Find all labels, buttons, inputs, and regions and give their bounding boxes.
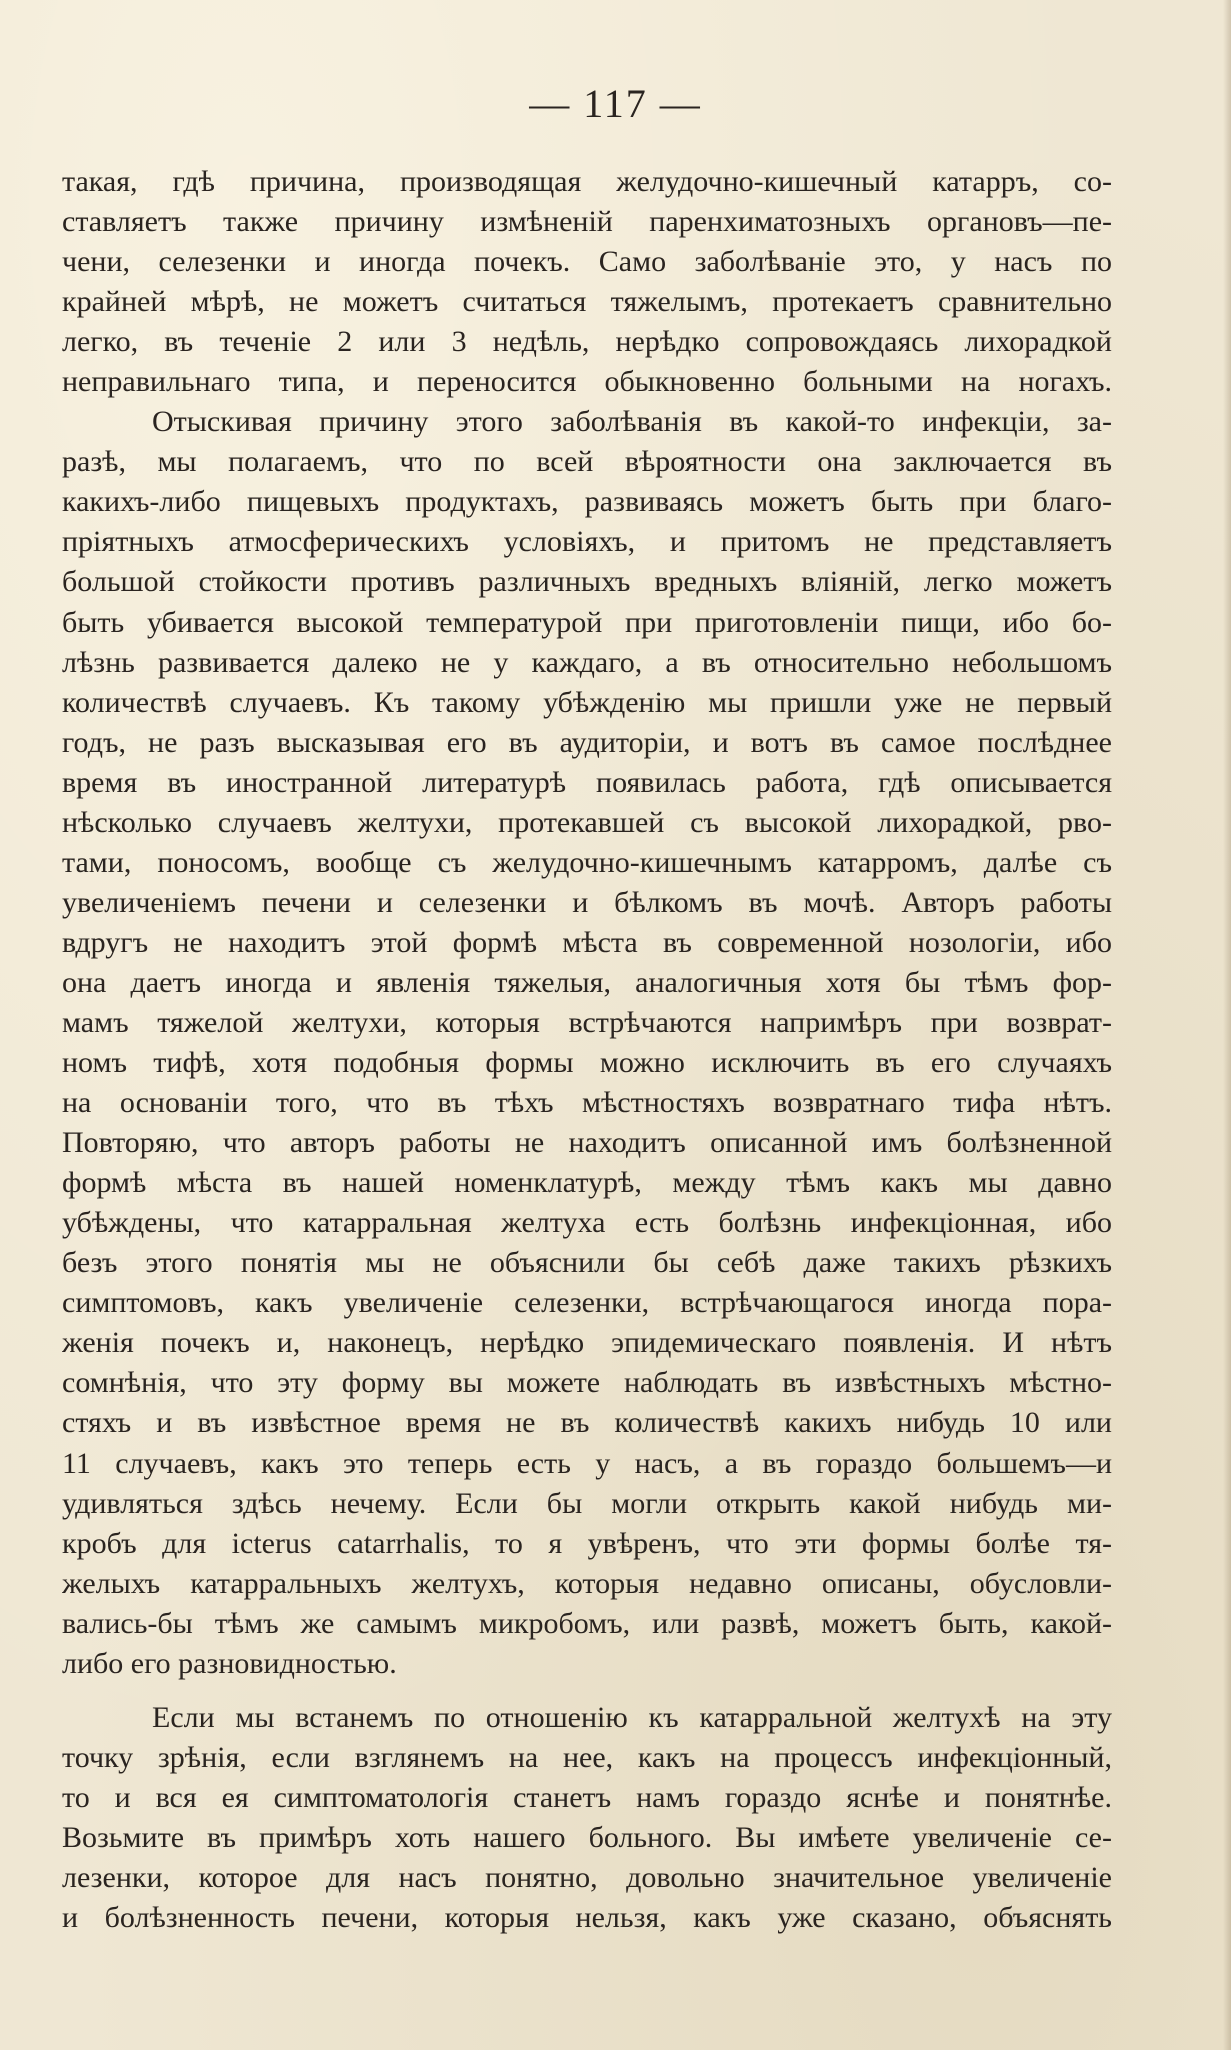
text-line: и болѣзненность печени, которыя нельзя, какъ уже сказано, объяснять xyxy=(62,1901,1112,1935)
text-line: убѣждены, что катарральная желтуха есть болѣзнь инфекціонная, ибо xyxy=(62,1206,1112,1240)
text-line: легко, въ теченіе 2 или 3 недѣль, нерѣдко сопровождаясь лихорадкой xyxy=(62,325,1112,359)
text-line: желыхъ катарральныхъ желтухъ, которыя недавно описаны, обусловли- xyxy=(62,1566,1112,1600)
text-line: Возьмите въ примѣръ хоть нашего больного. Вы имѣете увеличеніе се- xyxy=(62,1820,1112,1854)
text-line: количествѣ случаевъ. Къ такому убѣжденію мы пришли уже не первый xyxy=(62,685,1112,719)
text-line: то и вся ея симптоматологія станетъ намъ гораздо яснѣе и понятнѣе. xyxy=(62,1780,1112,1814)
text-line: пріятныхъ атмосферическихъ условіяхъ, и притомъ не представляетъ xyxy=(62,525,1112,559)
text-line: точку зрѣнія, если взглянемъ на нее, какъ на процессъ инфекціонный, xyxy=(62,1740,1112,1774)
text-line: безъ этого понятія мы не объяснили бы себѣ даже такихъ рѣзкихъ xyxy=(62,1246,1112,1280)
body-text xyxy=(62,162,1112,1938)
text-line: вались-бы тѣмъ же самымъ микробомъ, или развѣ, можетъ быть, какой- xyxy=(62,1606,1112,1640)
text-line: женія почекъ и, наконецъ, нерѣдко эпидемическаго появленія. И нѣтъ xyxy=(62,1326,1112,1360)
text-line: большой стойкости противъ различныхъ вредныхъ вліяній, легко можетъ xyxy=(62,565,1112,599)
text-line: чени, селезенки и иногда почекъ. Само заболѣваніе это, у насъ по xyxy=(62,245,1112,279)
text-line: формѣ мѣста въ нашей номенклатурѣ, между тѣмъ какъ мы давно xyxy=(62,1166,1112,1200)
text-line: лезенки, которое для насъ понятно, довольно значительное увеличеніе xyxy=(62,1860,1112,1894)
text-line: она даетъ иногда и явленія тяжелыя, аналогичныя хотя бы тѣмъ фор- xyxy=(62,965,1112,999)
text-line: вдругъ не находитъ этой формѣ мѣста въ современной нозологіи, ибо xyxy=(62,925,1112,959)
page-edge-shadow xyxy=(1223,0,1231,2050)
paragraph-1 xyxy=(62,162,1112,402)
text-line: быть убивается высокой температурой при приготовленіи пищи, ибо бо- xyxy=(62,605,1112,639)
text-line: Если мы встанемъ по отношенію къ катарральной желтухѣ на эту xyxy=(152,1700,1112,1734)
text-line: нѣсколько случаевъ желтухи, протекавшей съ высокой лихорадкой, рво- xyxy=(62,805,1112,839)
text-line: стяхъ и въ извѣстное время не въ количествѣ какихъ нибудь 10 или xyxy=(62,1406,1112,1440)
text-line: годъ, не разъ высказывая его въ аудиторіи, и вотъ въ самое послѣднее xyxy=(62,725,1112,759)
text-line: на основаніи того, что въ тѣхъ мѣстностяхъ возвратнаго тифа нѣтъ. xyxy=(62,1086,1112,1120)
text-line: разѣ, мы полагаемъ, что по всей вѣроятности она заключается въ xyxy=(62,445,1112,479)
text-line: время въ иностранной литературѣ появилась работа, гдѣ описывается xyxy=(62,765,1112,799)
page-number: — 117 — xyxy=(529,81,702,126)
text-line: симптомовъ, какъ увеличеніе селезенки, встрѣчающагося иногда пора- xyxy=(62,1286,1112,1320)
text-line: лѣзнь развивается далеко не у каждаго, а въ относительно небольшомъ xyxy=(62,645,1112,679)
text-line: 11 случаевъ, какъ это теперь есть у насъ, а въ гораздо большемъ—и xyxy=(62,1446,1112,1480)
text-line: либо его разновидностью. xyxy=(62,1646,397,1680)
paragraph-2 xyxy=(62,402,1112,1684)
text-line: такая, гдѣ причина, производящая желудочно-кишечный катарръ, со- xyxy=(62,165,1112,198)
text-line: номъ тифѣ, хотя подобныя формы можно исключить въ его случаяхъ xyxy=(62,1046,1112,1080)
text-line: какихъ-либо пищевыхъ продуктахъ, развиваясь можетъ быть при благо- xyxy=(62,485,1112,519)
text-line: сомнѣнія, что эту форму вы можете наблюдать въ извѣстныхъ мѣстно- xyxy=(62,1366,1112,1400)
text-line: Отыскивая причину этого заболѣванія въ какой-то инфекціи, за- xyxy=(152,405,1112,439)
text-line: Повторяю, что авторъ работы не находитъ описанной имъ болѣзненной xyxy=(62,1126,1112,1160)
text-line: мамъ тяжелой желтухи, которыя встрѣчаются напримѣръ при возврат- xyxy=(62,1005,1112,1039)
text-line: крайней мѣрѣ, не можетъ считаться тяжелымъ, протекаетъ сравнительно xyxy=(62,285,1112,319)
text-line: тами, поносомъ, вообще съ желудочно-кишечнымъ катарромъ, далѣе съ xyxy=(62,845,1112,879)
paragraph-3 xyxy=(62,1698,1112,1938)
paragraph-spacer xyxy=(62,1684,1112,1698)
text-line: ставляетъ также причину измѣненій паренхиматозныхъ органовъ—пе- xyxy=(62,205,1112,239)
text-line: кробъ для icterus catarrhalis, то я увѣренъ, что эти формы болѣе тя- xyxy=(62,1526,1112,1560)
text-line: неправильнаго типа, и переносится обыкновенно больными на ногахъ. xyxy=(62,365,1112,399)
text-line: увеличеніемъ печени и селезенки и бѣлкомъ въ мочѣ. Авторъ работы xyxy=(62,885,1112,919)
text-line: удивляться здѣсь нечему. Если бы могли открыть какой нибудь ми- xyxy=(62,1486,1112,1520)
